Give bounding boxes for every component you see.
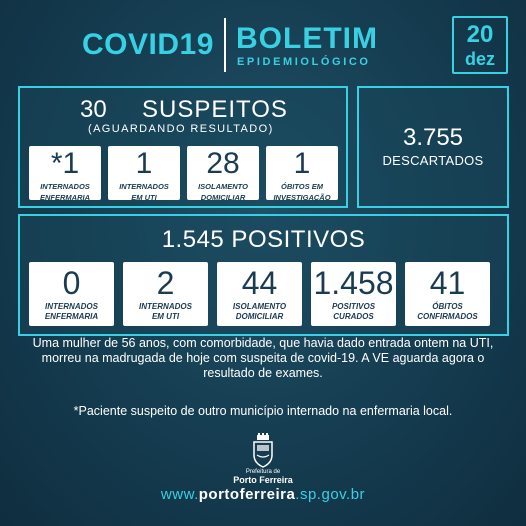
card-label-line2: DOMICILIAR [200,193,246,202]
card-positivo-obitos [405,262,490,326]
suspeitos-sublabel: (AGUARDANDO RESULTADO) [88,123,274,135]
card-suspeito-obitos [266,146,338,200]
card-positivo-isolamento [217,262,302,326]
card-suspeito-isolamento [187,146,259,200]
card-label-line1: INTERNADOS [139,302,192,311]
covid-title: COVID19 [82,28,214,61]
card-value: 1 [293,147,311,180]
epidemiologico-subtitle: EPIDEMIOLÓGICO [237,56,371,68]
prefeitura-label: Prefeitura de [245,469,281,475]
card-value: 1.458 [313,265,394,301]
card-label-line2: EM UTI [151,312,180,321]
suspeitos-label: SUSPEITOS [142,96,288,123]
card-label-line1: INTERNADOS [40,182,90,191]
card-value: 41 [429,265,466,301]
city-crest-icon [251,433,275,469]
website-prefix: www. [160,486,199,503]
suspeitos-number: 30 [80,96,107,123]
card-label-line1: ISOLAMENTO [198,182,248,191]
card-label-line2: DOMICILIAR [235,312,284,321]
card-suspeito-internados-enfermaria [29,146,101,200]
header-divider [224,18,226,72]
date-month: dez [464,49,495,69]
card-positivo-internados-enfermaria [29,262,114,326]
death-note: Uma mulher de 56 anos, com comorbidade, que havia dado entrada ontem na UTI, morreu na madrugada de hoje com suspeita de covid-19. A VE aguarda agora o resultado de exames. [32,336,494,380]
card-label-line1: ÓBITOS EM [281,182,323,191]
card-value: 0 [62,265,81,301]
positivos-title: 1.545 POSITIVOS [161,226,366,253]
card-value: 1 [135,147,153,180]
card-label-line2: CURADOS [333,312,374,321]
card-value: 28 [206,147,240,180]
website-link[interactable] [0,486,526,503]
descartados-label: DESCARTADOS [382,153,484,168]
website-domain: portoferreira [198,486,296,503]
card-label-line1: INTERNADOS [45,302,98,311]
card-value: *1 [50,147,80,180]
city-name: Porto Ferreira [233,475,293,485]
footnote: *Paciente suspeito de outro município internado na enfermaria local. [73,404,453,418]
date-day: 20 [466,21,494,48]
card-positivo-curados [311,262,396,326]
card-value: 44 [241,265,278,301]
card-suspeito-internados-uti [108,146,180,200]
descartados-number: 3.755 [402,124,464,151]
card-label-line1: INTERNADOS [119,182,169,191]
card-value: 2 [156,265,175,301]
card-label-line1: ISOLAMENTO [232,302,287,311]
card-positivo-internados-uti [123,262,208,326]
boletim-title: BOLETIM [236,22,378,55]
card-label-line1: ÓBITOS [432,302,463,311]
card-label-line2: INVESTIGAÇÃO [273,193,331,202]
website-suffix: .sp.gov.br [295,486,366,503]
card-label-line2: ENFERMARIA [40,193,90,202]
card-label-line2: ENFERMARIA [44,312,99,321]
card-label-line2: EM UTI [131,193,157,202]
card-label-line1: POSITIVOS [331,302,376,311]
date-badge [452,16,508,74]
card-label-line2: CONFIRMADOS [417,312,478,321]
